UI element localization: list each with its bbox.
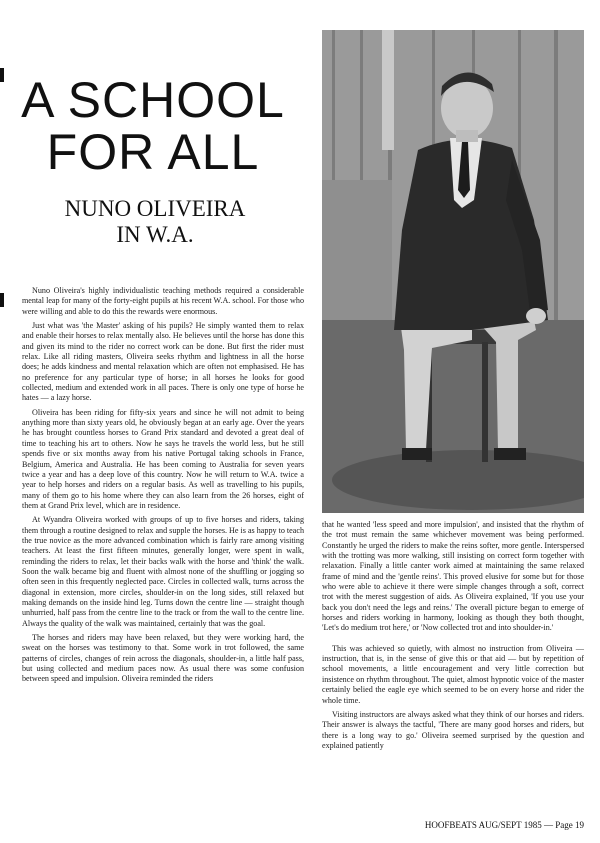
- article-paragraph: Visiting instructors are always asked what they think of our horses and riders. Their answer is always the tactful, 'There are many good horses and riders, but there is a long way to go.' Oliveira seemed surprised by the question and explained patiently: [322, 709, 584, 750]
- article-subhead: [30, 196, 280, 248]
- photo-illustration: [322, 30, 584, 513]
- article-column-right: [322, 520, 584, 755]
- article-column-left: [22, 286, 304, 689]
- page-edge-mark: [0, 68, 4, 82]
- article-headline: [18, 74, 288, 178]
- article-photo: [322, 30, 584, 513]
- article-paragraph: that he wanted 'less speed and more impulsion', and insisted that the rhythm of the trot must remain the same whichever movement was being performed. Constantly he urged the riders to make the reins softer, more gentle. Interspersed with the trotting was more walking, still insisting on correct form together with relaxation. Finally a little canter work aimed at maintaining the same relaxed frame of mind and the 'gentle reins'. This proved elusive for some but for those who were able to achieve it there were simple changes through a soft, correct trot with the merest suggestion of aids. As Oliveira explained, 'If you use your back you don't need the legs and reins.' The overall picture began to emerge of horses and riders working in harmony, looking as though they both thought, 'Let's do medium trot here,' or 'Now collected trot and into shoulder-in.': [322, 520, 584, 633]
- headline-line: A SCHOOL: [21, 72, 285, 128]
- subhead-line: IN W.A.: [116, 222, 194, 247]
- article-paragraph: At Wyandra Oliveira worked with groups of up to five horses and riders, taking them through a routine designed to relax and supple the horses. He is as happy to teach the true novice as the more advanced combination which is fairly rare among visiting teachers. At least the first fifteen minutes, generally longer, were spent in walk, reminding the riders to relax, let their backs walk with the horse and 'think' the walk. Soon the walk became big and fluent with almost none of the shuffling or jogging so often seen in this frequently neglected pace. Circles in collected walk, turns across the diagonal in extension, more circles, shoulder-in on the long sides, still relaxed but making demands on the inside hind leg. Turns down the centre line — straight though unhurried, half pass from the centre line to the track or from the wall to the centre line. Always the quality of the walk was maintained, certainly that was the goal.: [22, 515, 304, 628]
- page-edge-mark: [0, 293, 4, 307]
- article-paragraph: This was achieved so quietly, with almost no instruction from Oliveira — instruction, that is, in the sense of give this or that aid — but by repetition of school movements, a little encouragement and very little correction but insistence on rhythm throughout. The quiet, almost hypnotic voice of the master certainly belied the eagle eye which seemed to be on every horse and rider the whole time.: [322, 643, 584, 705]
- page-footer: HOOFBEATS AUG/SEPT 1985 — Page 19: [424, 820, 584, 830]
- subhead-line: NUNO OLIVEIRA: [64, 196, 246, 221]
- article-paragraph: Nuno Oliveira's highly individualistic teaching methods required a considerable mental leap for many of the forty-eight pupils at his recent W.A. school. For those who were willing and able to do this the rewards were enormous.: [22, 286, 304, 316]
- article-paragraph: The horses and riders may have been relaxed, but they were working hard, the sweat on the horses was testimony to that. Some work in trot followed, the same patterns of circles, changes of rein across the diagonals, shoulder-in, a little half pass, but using collected and medium paces now. As usual there was some confusion between speed and impulsion. Oliveira reminded the riders: [22, 633, 304, 684]
- headline-line: FOR ALL: [46, 124, 260, 180]
- article-paragraph: Just what was 'the Master' asking of his pupils? He simply wanted them to relax and enable their horses to relax mentally also. He believes until the horse has done this and given its mind to the rider no correct work can be done. But first the rider must relax. Like all riding masters, Oliveira seeks rhythm and lightness in all the horse does; he adds kindness and mental relaxation which are often not emphasised. He has no preference for any particular type of horse; in all horses he looks for good collected, medium and extended work in all paces. There is only one type of horse he hates — a lazy horse.: [22, 321, 304, 403]
- article-paragraph: Oliveira has been riding for fifty-six years and since he will not admit to being anything more than sixty years old, he obviously began at an early age. Over the years he has brought countless horses to Grand Prix standard and devoted a great deal of time to teaching his art to others. Now he says he travels the world less, but he still spends five or six months away from his native Portugal taking schools in France, Belgium, America and Australia. He has been coming to Australia for seven years twice a year and has a deep love of this country. Now he will return to W.A. twice a year to help horses and riders on a regular basis. As well as travelling to his pupils, many of them go to his home where they can also learn from the 26 horses, eight of them at Grand Prix level, which are in residence.: [22, 407, 304, 510]
